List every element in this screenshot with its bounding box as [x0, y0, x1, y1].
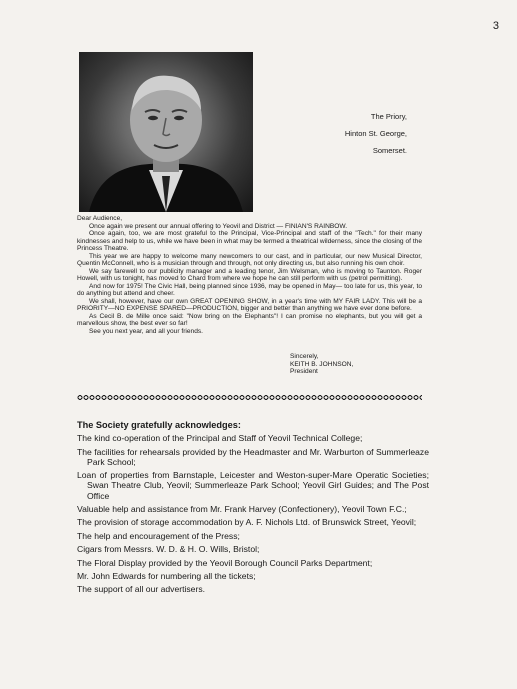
decorative-divider: [77, 394, 422, 401]
salutation: Dear Audience,: [77, 215, 123, 222]
list-item: Valuable help and assistance from Mr. Frank Harvey (Confectionery), Yeovil Town F.C.;: [77, 503, 407, 514]
acknowledgements-section: [77, 420, 429, 598]
letter-paragraph: We shall, however, have our own GREAT OPENING SHOW, in a year's time with MY FAIR LADY. This will be a PRIORITY—NO EXPENSE SPARED—PRODUCTION, bigger and better than anything we have ever done before.: [77, 297, 422, 312]
list-item: The kind co-operation of the Principal and Staff of Yeovil Technical College;: [77, 433, 363, 444]
signatory-name: KEITH B. JOHNSON,: [290, 360, 354, 368]
letter-paragraph: Once again, too, we are most grateful to the Principal, Vice-Principal and staff of the "Tech." for their many kindnesses and help to us, while we have been in what may be termed a theatrical wilderness, since the closing of the Princess Theatre.: [77, 230, 422, 252]
letter-paragraph: We say farewell to our publicity manager and a leading tenor, Jim Welsman, who is moving to Taunton. Roger Howell, with us tonight, has moved to Chard from where we hope he can still perform with us (petrol permitting).: [77, 267, 422, 282]
list-item: Mr. John Edwards for numbering all the tickets;: [77, 570, 256, 581]
letter-paragraph: As Cecil B. de Mille once said: "Now bring on the Elephants"! I can promise no elephants, but you will get a marvellous show, the best ever so far!: [77, 312, 422, 327]
list-item: The Floral Display provided by the Yeovil Borough Council Parks Department;: [77, 557, 373, 568]
acknowledgements-list: [77, 433, 429, 594]
address-line: The Priory,: [370, 112, 407, 121]
letter-body: [77, 215, 422, 335]
list-item: Loan of properties from Barnstaple, Leicester and Weston-super-Mare Operatic Societies; Swan Theatre Club, Yeovil; Summerleaze Park School; Yeovil Girl Guides; and The Post Office: [77, 470, 429, 501]
list-item: Cigars from Messrs. W. D. & H. O. Wills, Bristol;: [77, 544, 260, 555]
letter-paragraph: This year we are happy to welcome many newcomers to our cast, and in particular, our new Musical Director, Quentin McConnell, who is a musician through and through, not only directing us, but also running his own choir.: [77, 252, 422, 267]
portrait-photo: [79, 52, 253, 212]
page-number: 3: [492, 20, 499, 32]
signatory-title: President: [290, 368, 318, 376]
address-line: Hinton St. George,: [344, 129, 407, 138]
letter-paragraph: See you next year, and all your friends.: [89, 327, 203, 335]
letter-paragraph: And now for 1975! The Civic Hall, being planned since 1936, may be opened in May— too late for us, this year, to do anything but attend and cheer.: [77, 282, 422, 297]
letter-paragraph: Once again we present our annual offering to Yeovil and District — FINIAN'S RAINBOW.: [89, 222, 348, 230]
acknowledgements-heading: The Society gratefully acknowledges:: [77, 420, 241, 430]
sender-address: [345, 108, 407, 159]
closing: Sincerely,: [290, 353, 319, 360]
list-item: The facilities for rehearsals provided by the Headmaster and Mr. Warburton of Summerleaze Park School;: [77, 446, 429, 467]
list-item: The help and encouragement of the Press;: [77, 530, 240, 541]
signoff: [290, 353, 353, 376]
address-line: Somerset.: [372, 146, 407, 155]
list-item: The provision of storage accommodation by A. F. Nichols Ltd. of Brunswick Street, Yeovil;: [77, 517, 417, 528]
list-item: The support of all our advertisers.: [77, 584, 206, 595]
